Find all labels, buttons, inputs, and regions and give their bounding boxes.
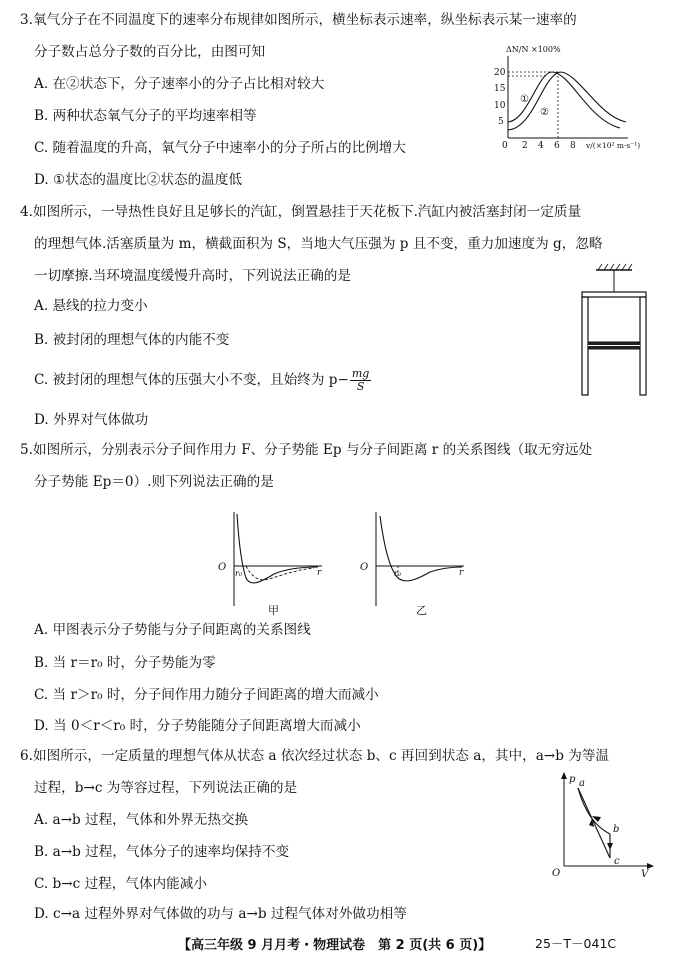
q4-cylinder-figure bbox=[574, 262, 654, 400]
q3-y-tick-5: 5 bbox=[498, 117, 504, 127]
q6-p-label: p bbox=[569, 774, 576, 785]
q3-y-tick-10: 10 bbox=[494, 101, 506, 111]
q5-option-b: B. 当 r＝r₀ 时，分子势能为零 bbox=[34, 655, 216, 671]
q5-jia-solid-curve bbox=[237, 514, 318, 583]
q3-y-tick-15: 15 bbox=[494, 84, 506, 94]
q4-cylinder-right-wall bbox=[640, 297, 646, 395]
q4-option-b: B. 被封闭的理想气体的内能不变 bbox=[34, 332, 230, 348]
q3-x-tick-6: 6 bbox=[554, 141, 560, 151]
q3-curve-label-2: ② bbox=[540, 107, 549, 118]
q3-option-b: B. 两种状态氧气分子的平均速率相等 bbox=[34, 108, 257, 124]
q5-yi-origin: O bbox=[360, 562, 369, 573]
q6-origin: O bbox=[552, 868, 561, 878]
q5-stem-line-1: 5.如图所示，分别表示分子间作用力 F、分子势能 Ep 与分子间距离 r 的关系图线（取无穷远处 bbox=[20, 442, 593, 458]
q5-jia-r0: r₀ bbox=[235, 569, 243, 578]
q5-option-d: D. 当 0＜r＜r₀ 时，分子势能随分子间距离增大而减小 bbox=[34, 718, 361, 734]
q5-yi-axis-label: r bbox=[459, 568, 464, 578]
q6-option-b: B. a→b 过程，气体分子的速率均保持不变 bbox=[34, 844, 290, 860]
q5-jia-caption: 甲 bbox=[268, 604, 279, 617]
q4-ceiling-hatch bbox=[598, 264, 632, 270]
q5-figure-yi bbox=[356, 506, 474, 618]
q5-jia-origin: O bbox=[218, 562, 227, 573]
q6-stem-line-1: 6.如图所示，一定质量的理想气体从状态 a 依次经过状态 b、c 再回到状态 a，其中，a→b 为等温 bbox=[20, 748, 610, 764]
q6-state-c: c bbox=[614, 856, 620, 867]
q6-option-a: A. a→b 过程，气体和外界无热交换 bbox=[34, 812, 249, 828]
q3-stem-line-1: 3.氧气分子在不同温度下的速率分布规律如图所示，横坐标表示速率，纵坐标表示某一速率的 bbox=[20, 12, 577, 28]
footer-title: 【高三年级 9 月月考・物理试卷 第 2 页(共 6 页)】 bbox=[178, 938, 492, 953]
q6-state-b: b bbox=[613, 824, 620, 835]
q4-option-c: C. 被封闭的理想气体的压强大小不变，且始终为 p− $\frac{mg}{S}$ bbox=[34, 367, 370, 393]
q3-curve-label-1: ① bbox=[520, 94, 529, 105]
q6-pv-figure bbox=[548, 770, 658, 878]
q3-ylabel: ΔN/N ×100% bbox=[506, 45, 561, 54]
q4-stem-line-3: 一切摩擦.当环境温度缓慢升高时，下列说法正确的是 bbox=[34, 268, 351, 284]
q3-option-a: A. 在②状态下，分子速率小的分子占比相对较大 bbox=[34, 76, 325, 92]
q5-figure-jia bbox=[214, 506, 332, 618]
q3-x-tick-8: 8 bbox=[570, 141, 576, 151]
q3-stem-line-2: 分子数占总分子数的百分比，由图可知 bbox=[34, 44, 266, 60]
q6-path-ca bbox=[578, 788, 610, 858]
q3-x-tick-4: 4 bbox=[538, 141, 544, 151]
q6-v-label: V bbox=[641, 869, 649, 878]
q5-option-c: C. 当 r＞r₀ 时，分子间作用力随分子间距离的增大而减小 bbox=[34, 687, 379, 703]
q4-stem-line-1: 4.如图所示，一导热性良好且足够长的汽缸，倒置悬挂于天花板下.汽缸内被活塞封闭一定质量 bbox=[20, 204, 582, 220]
q4-stem-line-2: 的理想气体.活塞质量为 m，横截面积为 S，当地大气压强为 p 且不变，重力加速度为 g，忽略 bbox=[34, 236, 603, 252]
q5-jia-dashed-curve bbox=[246, 566, 314, 580]
q5-yi-caption: 乙 bbox=[416, 604, 427, 617]
q5-option-a: A. 甲图表示分子势能与分子间距离的关系图线 bbox=[34, 622, 311, 638]
q3-speed-distribution-figure bbox=[488, 42, 664, 154]
q4-cylinder-top bbox=[582, 292, 646, 297]
q3-option-c: C. 随着温度的升高，氧气分子中速率小的分子所占的比例增大 bbox=[34, 140, 406, 156]
q5-yi-r0: r₀ bbox=[394, 569, 402, 578]
q3-x-tick-2: 2 bbox=[522, 141, 528, 151]
q3-option-d: D. ①状态的温度比②状态的温度低 bbox=[34, 172, 242, 188]
q6-arrow-bc bbox=[607, 843, 613, 850]
q4-option-c-fraction: $\frac{mg}{S}$ bbox=[351, 367, 370, 393]
q6-state-a: a bbox=[579, 778, 585, 789]
q3-x-tick-0: 0 bbox=[502, 141, 508, 151]
q6-stem-line-2: 过程，b→c 为等容过程，下列说法正确的是 bbox=[34, 780, 298, 796]
q5-yi-solid-curve bbox=[380, 516, 462, 581]
q4-option-d: D. 外界对气体做功 bbox=[34, 412, 149, 428]
q4-option-a: A. 悬线的拉力变小 bbox=[34, 298, 148, 314]
q3-xlabel: v/(×10² m·s⁻¹) bbox=[586, 141, 641, 150]
q6-isotherm-ab bbox=[578, 788, 610, 834]
q5-jia-axis-label: r bbox=[317, 568, 322, 578]
footer-code: 25－T－041C bbox=[535, 936, 617, 951]
q6-p-axis-arrow bbox=[561, 772, 567, 779]
q6-option-d: D. c→a 过程外界对气体做的功与 a→b 过程气体对外做功相等 bbox=[34, 906, 407, 922]
q5-stem-line-2: 分子势能 Ep＝0）.则下列说法正确的是 bbox=[34, 474, 274, 490]
q6-option-c: C. b→c 过程，气体内能减小 bbox=[34, 876, 207, 892]
q4-cylinder-left-wall bbox=[582, 297, 588, 395]
q3-y-tick-20: 20 bbox=[494, 68, 506, 78]
